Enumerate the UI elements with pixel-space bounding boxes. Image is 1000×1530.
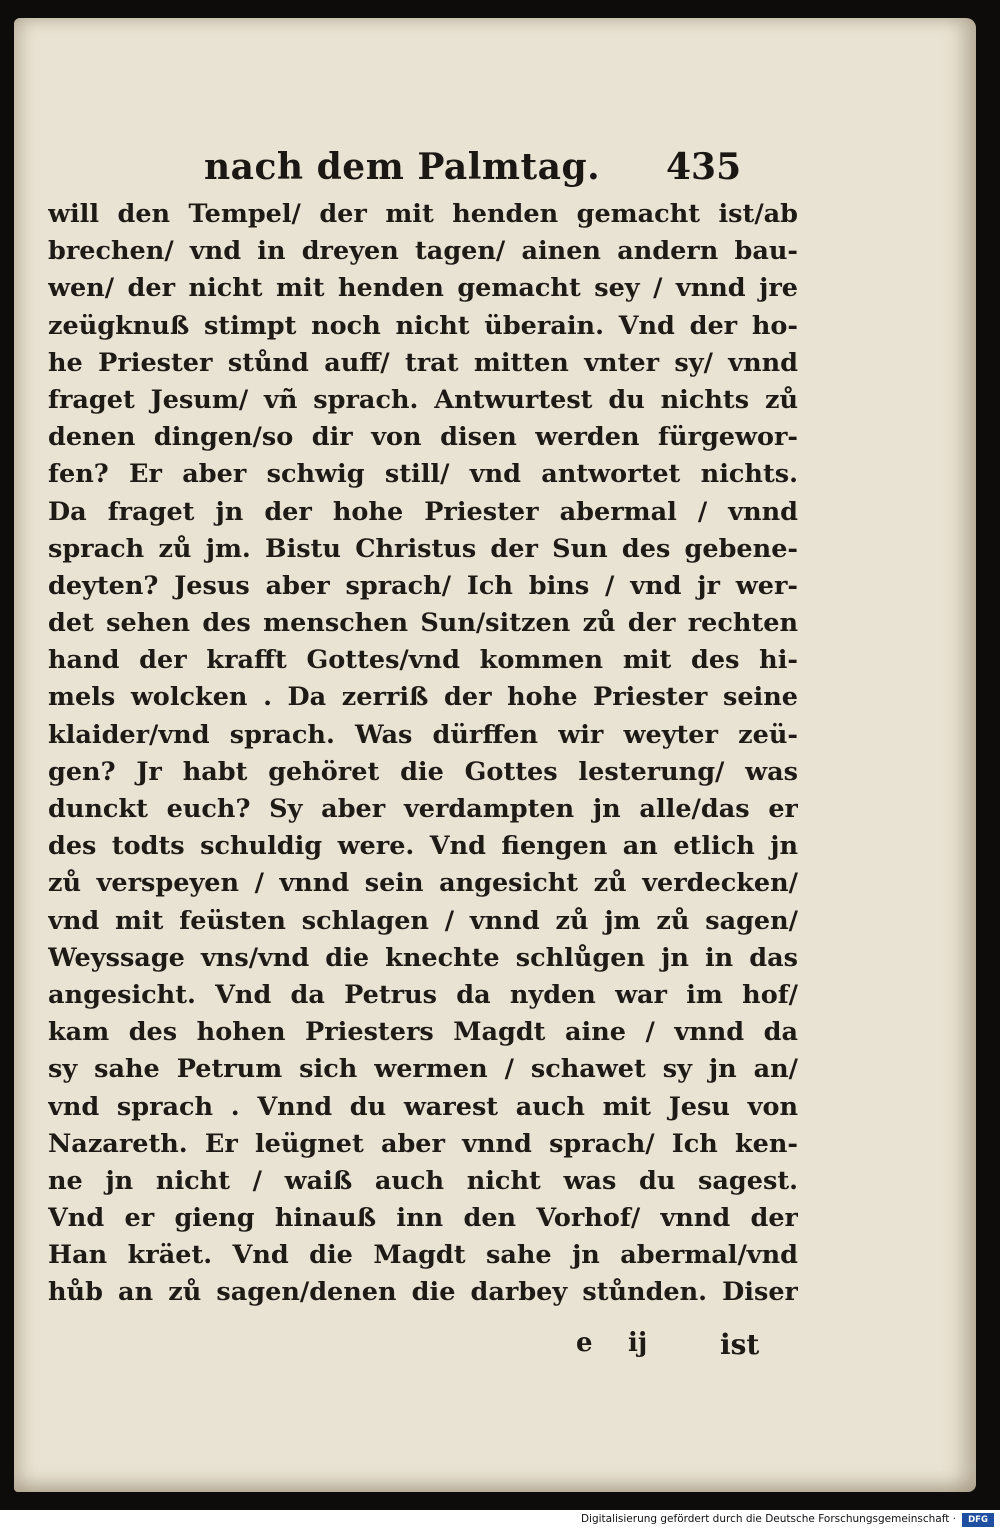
text-line: des todts schuldig were. Vnd fiengen an etlich jn <box>48 831 798 862</box>
text-line: he Priester stůnd auff/ trat mitten vnter sy/ vnnd <box>48 347 798 378</box>
text-line: Nazareth. Er leügnet aber vnnd sprach/ Ich ken- <box>48 1128 798 1159</box>
text-line: sprach zů jm. Bistu Christus der Sun des gebene- <box>48 533 798 564</box>
text-line: angesicht. Vnd da Petrus da nyden war im hof/ <box>48 979 798 1010</box>
text-line: klaider/vnd sprach. Was dürffen wir weyter zeü- <box>48 719 798 750</box>
text-line: zů verspeyen / vnnd sein angesicht zů verdecken/ <box>48 868 798 899</box>
text-line: mels wolcken . Da zerriß der hohe Priester seine <box>48 682 798 713</box>
page-header <box>204 146 764 190</box>
body-text <box>48 196 798 1312</box>
page-number: 435 <box>666 146 742 188</box>
text-line: hůb an zů sagen/denen die darbey stůnden. Diser <box>48 1277 798 1308</box>
book-page <box>14 18 976 1492</box>
text-line: dunckt euch? Sy aber verdampten jn alle/das er <box>48 794 798 824</box>
text-line: hand der krafft Gottes/vnd kommen mit des hi- <box>48 645 798 676</box>
text-line: brechen/ vnd in dreyen tagen/ ainen andern bau- <box>48 236 798 267</box>
text-line: Da fraget jn der hohe Priester abermal / vnnd <box>48 496 798 527</box>
text-line: Weyssage vns/vnd die knechte schlůgen jn in das <box>48 942 798 973</box>
text-line: Han kräet. Vnd die Magdt sahe jn abermal/vnd <box>48 1240 798 1271</box>
text-line: det sehen des menschen Sun/sitzen zů der rechten <box>48 608 798 639</box>
text-line: deyten? Jesus aber sprach/ Ich bins / vnd jr wer- <box>48 570 798 601</box>
text-line: will den Tempel/ der mit henden gemacht ist/ab <box>48 199 798 229</box>
footer-bar <box>0 1510 1000 1530</box>
text-line: zeügknuß stimpt noch nicht überain. Vnd der ho- <box>48 310 798 341</box>
text-line: fraget Jesum/ vñ sprach. Antwurtest du nichts zů <box>48 384 798 415</box>
text-line: wen/ der nicht mit henden gemacht sey / vnnd jre <box>48 273 798 304</box>
catchword: ist <box>720 1328 760 1361</box>
text-line: sy sahe Petrum sich wermen / schawet sy jn an/ <box>48 1054 798 1085</box>
dfg-logo: DFG <box>962 1513 994 1527</box>
text-line: ne jn nicht / waiß auch nicht was du sagest. <box>48 1165 798 1196</box>
signature-mark: e <box>576 1328 593 1358</box>
running-head: nach dem Palmtag. <box>204 146 601 188</box>
text-line: Vnd er gieng hinauß inn den Vorhof/ vnnd der <box>48 1203 798 1234</box>
text-line: denen dingen/so dir von disen werden fürgewor- <box>48 422 798 453</box>
footer-credit: Digitalisierung gefördert durch die Deutsche Forschungsgemeinschaft · <box>580 1513 956 1525</box>
text-line: fen? Er aber schwig still/ vnd antwortet nichts. <box>48 459 798 490</box>
signature-leaf: ij <box>628 1328 648 1358</box>
text-line: vnd sprach . Vnnd du warest auch mit Jesu von <box>48 1091 798 1122</box>
text-line: kam des hohen Priesters Magdt aine / vnnd da <box>48 1017 798 1048</box>
text-line: vnd mit feüsten schlagen / vnnd zů jm zů sagen/ <box>48 905 798 936</box>
text-line: gen? Jr habt gehöret die Gottes lesterung/ was <box>48 756 798 787</box>
